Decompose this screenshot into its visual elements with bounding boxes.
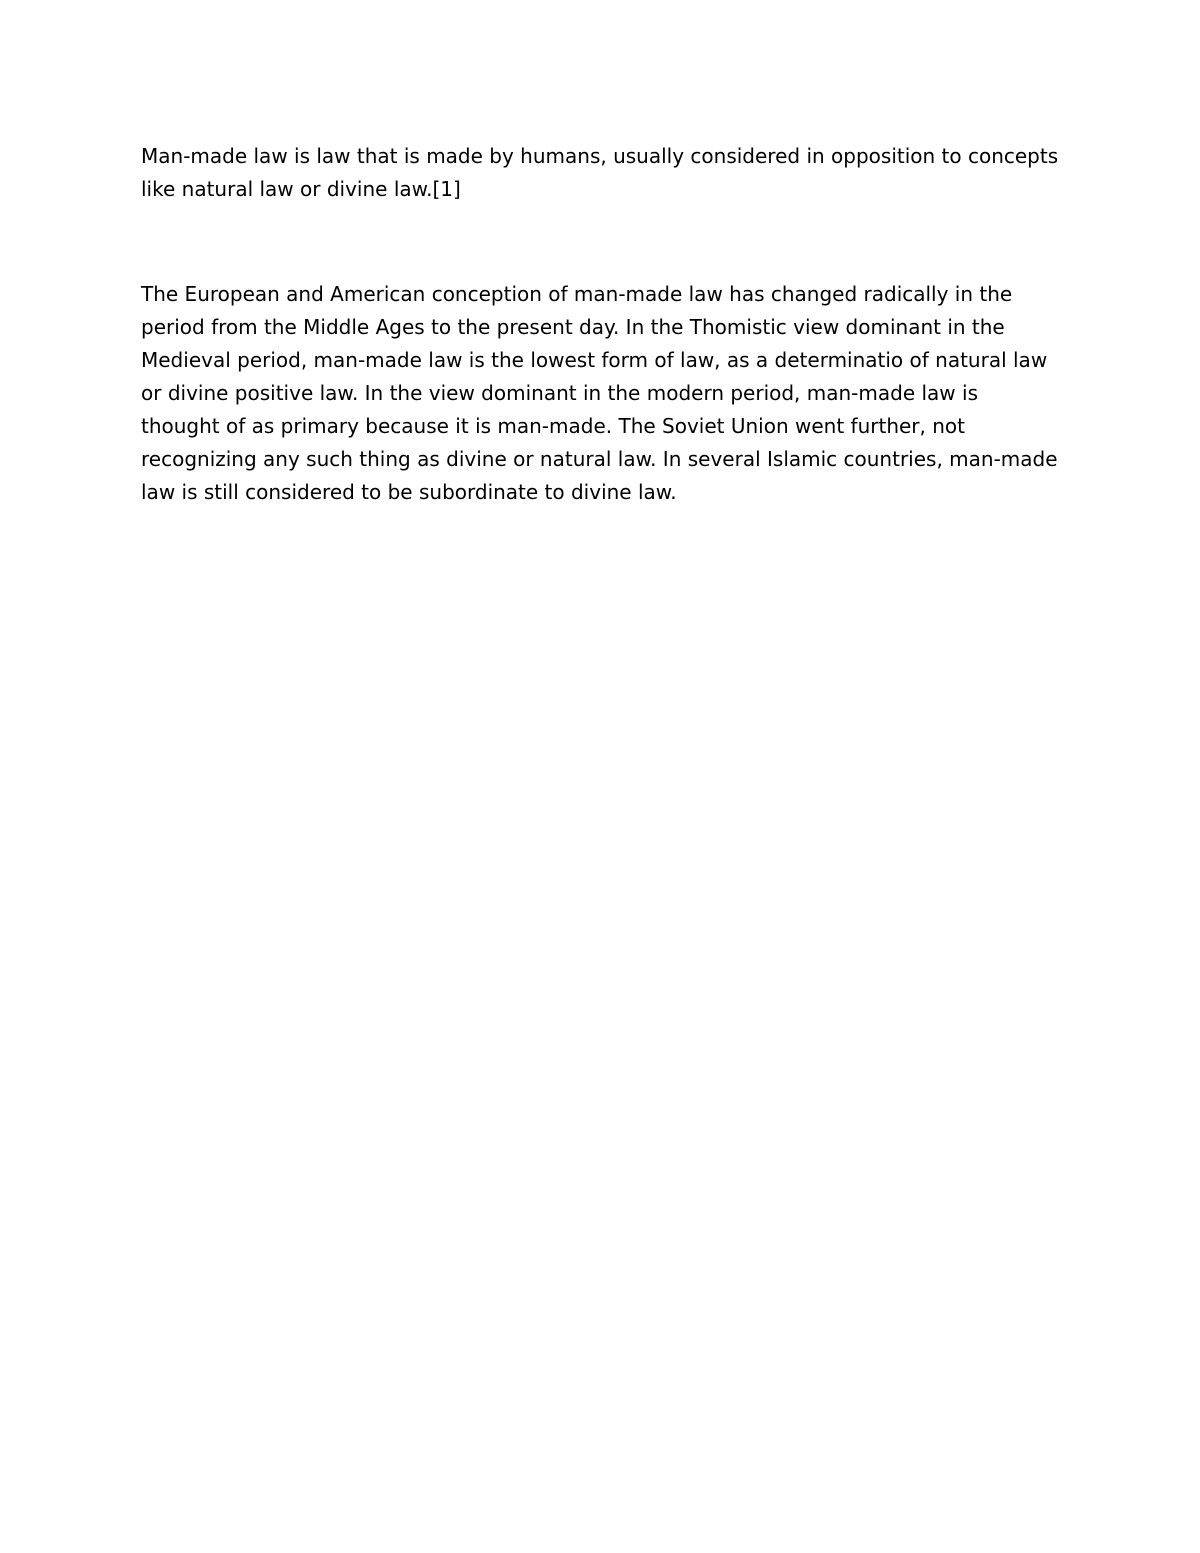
paragraph-definition: Man-made law is law that is made by humans, usually considered in opposition to concepts like natural law or divine law.[1] [141,144,1059,201]
paragraph-history: The European and American conception of man-made law has changed radically in the period from the Middle Ages to the present day. In the Thomistic view dominant in the Medieval period, man-made law is the lowest form of law, as a determinatio of natural law or divine positive law. In the view dominant in the modern period, man-made law is thought of as primary because it is man-made. The Soviet Union went further, not recognizing any such thing as divine or natural law. In several Islamic countries, man-made law is still considered to be subordinate to divine law. [141,282,1058,504]
document-body [141,140,1061,509]
